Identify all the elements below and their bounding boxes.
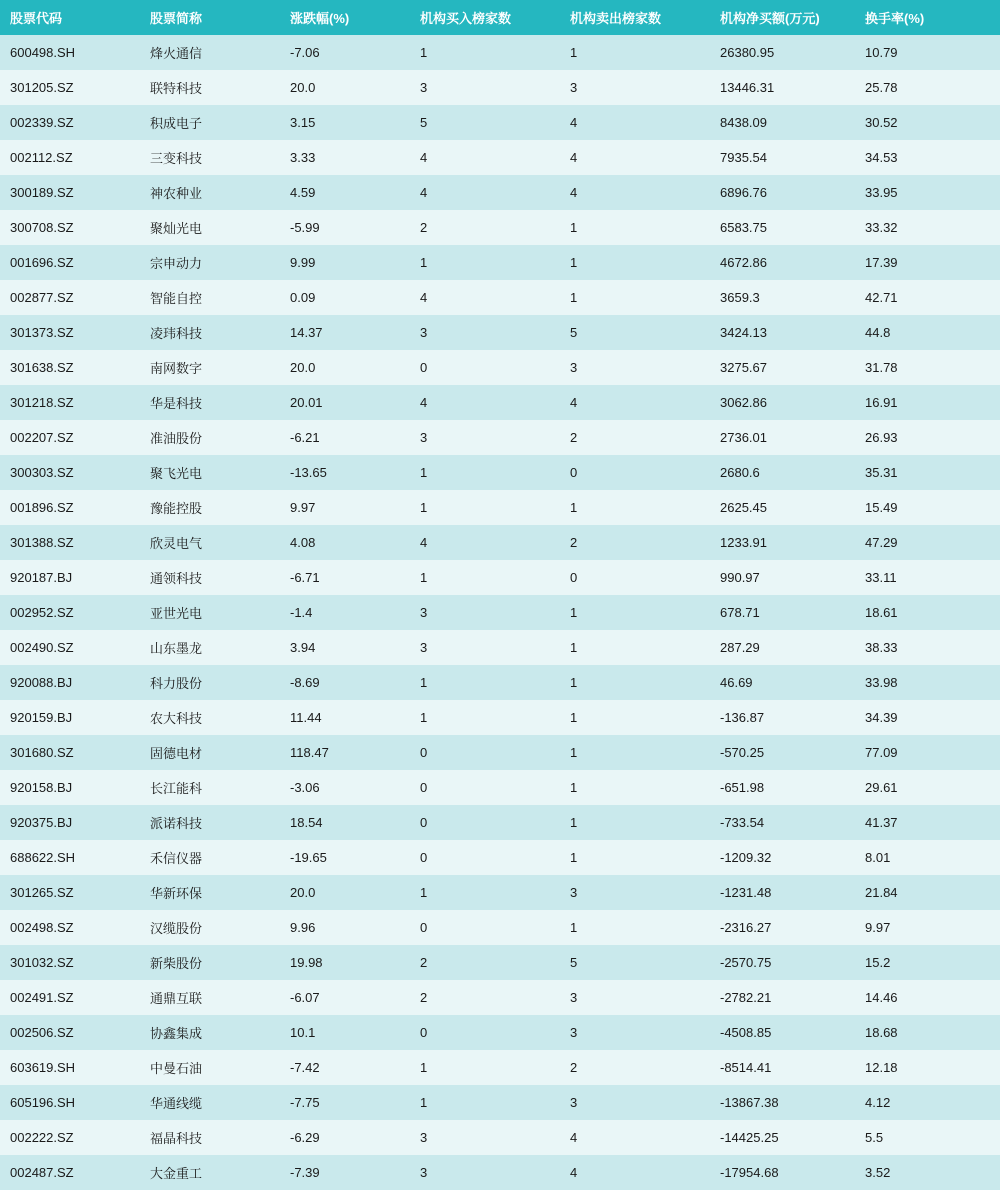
cell-institution-buy-count: 1 bbox=[410, 700, 560, 735]
cell-stock-code: 301205.SZ bbox=[0, 70, 140, 105]
table-row bbox=[0, 210, 1000, 245]
table-row bbox=[0, 315, 1000, 350]
cell-stock-code: 301388.SZ bbox=[0, 525, 140, 560]
cell-stock-code: 001896.SZ bbox=[0, 490, 140, 525]
cell-institution-buy-count: 4 bbox=[410, 175, 560, 210]
cell-institution-sell-count: 4 bbox=[560, 385, 710, 420]
cell-stock-name: 华通线缆 bbox=[140, 1085, 280, 1120]
cell-net-buy-amount: -17954.68 bbox=[710, 1155, 855, 1190]
table-row bbox=[0, 665, 1000, 700]
table-row bbox=[0, 350, 1000, 385]
cell-net-buy-amount: -651.98 bbox=[710, 770, 855, 805]
cell-institution-sell-count: 0 bbox=[560, 560, 710, 595]
cell-institution-sell-count: 1 bbox=[560, 490, 710, 525]
cell-change-pct: -6.29 bbox=[280, 1120, 410, 1155]
cell-stock-code: 002487.SZ bbox=[0, 1155, 140, 1190]
table-row bbox=[0, 140, 1000, 175]
cell-institution-buy-count: 4 bbox=[410, 280, 560, 315]
cell-stock-name: 准油股份 bbox=[140, 420, 280, 455]
cell-stock-name: 烽火通信 bbox=[140, 35, 280, 70]
cell-institution-sell-count: 3 bbox=[560, 1085, 710, 1120]
column-header-stock-code: 股票代码 bbox=[0, 0, 140, 35]
cell-change-pct: 20.0 bbox=[280, 875, 410, 910]
cell-net-buy-amount: -136.87 bbox=[710, 700, 855, 735]
cell-institution-buy-count: 3 bbox=[410, 630, 560, 665]
table-row bbox=[0, 175, 1000, 210]
cell-stock-name: 派诺科技 bbox=[140, 805, 280, 840]
cell-stock-code: 920158.BJ bbox=[0, 770, 140, 805]
cell-net-buy-amount: 6896.76 bbox=[710, 175, 855, 210]
cell-stock-code: 002498.SZ bbox=[0, 910, 140, 945]
cell-stock-code: 603619.SH bbox=[0, 1050, 140, 1085]
cell-change-pct: -7.39 bbox=[280, 1155, 410, 1190]
cell-institution-buy-count: 5 bbox=[410, 105, 560, 140]
cell-stock-code: 301638.SZ bbox=[0, 350, 140, 385]
table-row bbox=[0, 595, 1000, 630]
cell-institution-sell-count: 3 bbox=[560, 1015, 710, 1050]
table-body bbox=[0, 35, 1000, 1190]
cell-turnover-rate: 17.39 bbox=[855, 245, 1000, 280]
cell-stock-name: 科力股份 bbox=[140, 665, 280, 700]
cell-institution-sell-count: 4 bbox=[560, 105, 710, 140]
cell-net-buy-amount: -14425.25 bbox=[710, 1120, 855, 1155]
cell-institution-sell-count: 4 bbox=[560, 1155, 710, 1190]
cell-change-pct: -19.65 bbox=[280, 840, 410, 875]
cell-stock-code: 300189.SZ bbox=[0, 175, 140, 210]
table-row bbox=[0, 35, 1000, 70]
cell-stock-code: 920375.BJ bbox=[0, 805, 140, 840]
cell-institution-buy-count: 0 bbox=[410, 735, 560, 770]
cell-net-buy-amount: 2736.01 bbox=[710, 420, 855, 455]
cell-turnover-rate: 15.2 bbox=[855, 945, 1000, 980]
cell-turnover-rate: 18.68 bbox=[855, 1015, 1000, 1050]
cell-turnover-rate: 15.49 bbox=[855, 490, 1000, 525]
cell-net-buy-amount: -570.25 bbox=[710, 735, 855, 770]
cell-institution-buy-count: 3 bbox=[410, 70, 560, 105]
column-header-institution-buy-count: 机构买入榜家数 bbox=[410, 0, 560, 35]
cell-stock-name: 联特科技 bbox=[140, 70, 280, 105]
cell-institution-sell-count: 2 bbox=[560, 420, 710, 455]
cell-stock-code: 002952.SZ bbox=[0, 595, 140, 630]
table-row bbox=[0, 455, 1000, 490]
cell-stock-code: 301265.SZ bbox=[0, 875, 140, 910]
cell-institution-buy-count: 2 bbox=[410, 210, 560, 245]
cell-turnover-rate: 77.09 bbox=[855, 735, 1000, 770]
cell-turnover-rate: 33.95 bbox=[855, 175, 1000, 210]
cell-stock-code: 300303.SZ bbox=[0, 455, 140, 490]
cell-institution-sell-count: 4 bbox=[560, 175, 710, 210]
cell-stock-name: 山东墨龙 bbox=[140, 630, 280, 665]
cell-net-buy-amount: 4672.86 bbox=[710, 245, 855, 280]
cell-change-pct: 3.94 bbox=[280, 630, 410, 665]
cell-stock-name: 积成电子 bbox=[140, 105, 280, 140]
cell-net-buy-amount: 8438.09 bbox=[710, 105, 855, 140]
cell-institution-sell-count: 3 bbox=[560, 875, 710, 910]
cell-turnover-rate: 33.32 bbox=[855, 210, 1000, 245]
cell-net-buy-amount: 3659.3 bbox=[710, 280, 855, 315]
cell-stock-name: 长江能科 bbox=[140, 770, 280, 805]
cell-net-buy-amount: 46.69 bbox=[710, 665, 855, 700]
cell-institution-sell-count: 1 bbox=[560, 805, 710, 840]
table-row bbox=[0, 280, 1000, 315]
cell-turnover-rate: 38.33 bbox=[855, 630, 1000, 665]
cell-institution-buy-count: 3 bbox=[410, 595, 560, 630]
cell-turnover-rate: 31.78 bbox=[855, 350, 1000, 385]
table-header-row bbox=[0, 0, 1000, 35]
cell-stock-name: 聚飞光电 bbox=[140, 455, 280, 490]
cell-stock-name: 欣灵电气 bbox=[140, 525, 280, 560]
table-row bbox=[0, 385, 1000, 420]
cell-turnover-rate: 10.79 bbox=[855, 35, 1000, 70]
cell-change-pct: 11.44 bbox=[280, 700, 410, 735]
column-header-change-pct: 涨跌幅(%) bbox=[280, 0, 410, 35]
cell-stock-code: 002490.SZ bbox=[0, 630, 140, 665]
cell-turnover-rate: 30.52 bbox=[855, 105, 1000, 140]
table-row bbox=[0, 875, 1000, 910]
cell-institution-sell-count: 1 bbox=[560, 840, 710, 875]
cell-net-buy-amount: -1231.48 bbox=[710, 875, 855, 910]
table-header bbox=[0, 0, 1000, 35]
cell-net-buy-amount: -1209.32 bbox=[710, 840, 855, 875]
cell-net-buy-amount: 678.71 bbox=[710, 595, 855, 630]
table-row bbox=[0, 420, 1000, 455]
table-row bbox=[0, 630, 1000, 665]
cell-institution-sell-count: 1 bbox=[560, 35, 710, 70]
cell-change-pct: 10.1 bbox=[280, 1015, 410, 1050]
table-row bbox=[0, 945, 1000, 980]
cell-institution-sell-count: 2 bbox=[560, 525, 710, 560]
cell-stock-name: 大金重工 bbox=[140, 1155, 280, 1190]
cell-institution-buy-count: 1 bbox=[410, 1085, 560, 1120]
cell-turnover-rate: 44.8 bbox=[855, 315, 1000, 350]
cell-stock-name: 华新环保 bbox=[140, 875, 280, 910]
cell-institution-buy-count: 1 bbox=[410, 1050, 560, 1085]
cell-turnover-rate: 8.01 bbox=[855, 840, 1000, 875]
cell-net-buy-amount: 1233.91 bbox=[710, 525, 855, 560]
cell-institution-sell-count: 1 bbox=[560, 280, 710, 315]
cell-institution-sell-count: 4 bbox=[560, 1120, 710, 1155]
cell-net-buy-amount: 287.29 bbox=[710, 630, 855, 665]
cell-institution-sell-count: 1 bbox=[560, 910, 710, 945]
cell-net-buy-amount: -2570.75 bbox=[710, 945, 855, 980]
cell-stock-name: 豫能控股 bbox=[140, 490, 280, 525]
table-row bbox=[0, 1015, 1000, 1050]
cell-stock-name: 南网数字 bbox=[140, 350, 280, 385]
cell-stock-name: 农大科技 bbox=[140, 700, 280, 735]
cell-stock-code: 300708.SZ bbox=[0, 210, 140, 245]
cell-change-pct: -5.99 bbox=[280, 210, 410, 245]
cell-stock-code: 301680.SZ bbox=[0, 735, 140, 770]
cell-institution-buy-count: 0 bbox=[410, 840, 560, 875]
cell-stock-name: 协鑫集成 bbox=[140, 1015, 280, 1050]
cell-institution-buy-count: 2 bbox=[410, 980, 560, 1015]
cell-change-pct: 9.99 bbox=[280, 245, 410, 280]
cell-institution-sell-count: 1 bbox=[560, 245, 710, 280]
table-row bbox=[0, 700, 1000, 735]
table-row bbox=[0, 770, 1000, 805]
cell-stock-name: 华是科技 bbox=[140, 385, 280, 420]
table-row bbox=[0, 840, 1000, 875]
cell-institution-buy-count: 1 bbox=[410, 875, 560, 910]
cell-turnover-rate: 34.39 bbox=[855, 700, 1000, 735]
cell-institution-sell-count: 5 bbox=[560, 945, 710, 980]
table-row bbox=[0, 1155, 1000, 1190]
cell-institution-sell-count: 3 bbox=[560, 980, 710, 1015]
cell-institution-buy-count: 3 bbox=[410, 1120, 560, 1155]
column-header-turnover-rate: 换手率(%) bbox=[855, 0, 1000, 35]
cell-institution-buy-count: 0 bbox=[410, 350, 560, 385]
cell-turnover-rate: 42.71 bbox=[855, 280, 1000, 315]
cell-net-buy-amount: -13867.38 bbox=[710, 1085, 855, 1120]
cell-change-pct: -3.06 bbox=[280, 770, 410, 805]
table-row bbox=[0, 1120, 1000, 1155]
cell-stock-code: 920159.BJ bbox=[0, 700, 140, 735]
cell-institution-sell-count: 1 bbox=[560, 665, 710, 700]
cell-stock-name: 新柴股份 bbox=[140, 945, 280, 980]
cell-stock-name: 三变科技 bbox=[140, 140, 280, 175]
cell-stock-code: 301032.SZ bbox=[0, 945, 140, 980]
cell-stock-name: 通鼎互联 bbox=[140, 980, 280, 1015]
cell-turnover-rate: 16.91 bbox=[855, 385, 1000, 420]
cell-turnover-rate: 4.12 bbox=[855, 1085, 1000, 1120]
cell-net-buy-amount: 3275.67 bbox=[710, 350, 855, 385]
cell-stock-code: 002877.SZ bbox=[0, 280, 140, 315]
table-row bbox=[0, 70, 1000, 105]
cell-change-pct: 9.97 bbox=[280, 490, 410, 525]
cell-change-pct: -6.71 bbox=[280, 560, 410, 595]
cell-stock-code: 301373.SZ bbox=[0, 315, 140, 350]
cell-institution-sell-count: 1 bbox=[560, 595, 710, 630]
cell-stock-name: 固德电材 bbox=[140, 735, 280, 770]
cell-change-pct: -7.06 bbox=[280, 35, 410, 70]
cell-net-buy-amount: -733.54 bbox=[710, 805, 855, 840]
table-row bbox=[0, 1050, 1000, 1085]
cell-net-buy-amount: 6583.75 bbox=[710, 210, 855, 245]
cell-institution-sell-count: 0 bbox=[560, 455, 710, 490]
cell-change-pct: -7.75 bbox=[280, 1085, 410, 1120]
cell-stock-code: 002339.SZ bbox=[0, 105, 140, 140]
cell-turnover-rate: 35.31 bbox=[855, 455, 1000, 490]
cell-turnover-rate: 3.52 bbox=[855, 1155, 1000, 1190]
cell-change-pct: -7.42 bbox=[280, 1050, 410, 1085]
cell-stock-name: 宗申动力 bbox=[140, 245, 280, 280]
cell-stock-code: 002207.SZ bbox=[0, 420, 140, 455]
cell-institution-buy-count: 0 bbox=[410, 805, 560, 840]
cell-stock-code: 002506.SZ bbox=[0, 1015, 140, 1050]
cell-turnover-rate: 47.29 bbox=[855, 525, 1000, 560]
cell-institution-buy-count: 0 bbox=[410, 910, 560, 945]
table-row bbox=[0, 910, 1000, 945]
cell-change-pct: 4.59 bbox=[280, 175, 410, 210]
cell-turnover-rate: 21.84 bbox=[855, 875, 1000, 910]
cell-stock-code: 688622.SH bbox=[0, 840, 140, 875]
cell-turnover-rate: 25.78 bbox=[855, 70, 1000, 105]
cell-institution-buy-count: 3 bbox=[410, 420, 560, 455]
cell-stock-code: 920088.BJ bbox=[0, 665, 140, 700]
cell-net-buy-amount: 7935.54 bbox=[710, 140, 855, 175]
cell-institution-sell-count: 2 bbox=[560, 1050, 710, 1085]
cell-stock-name: 凌玮科技 bbox=[140, 315, 280, 350]
cell-turnover-rate: 33.98 bbox=[855, 665, 1000, 700]
cell-change-pct: 20.0 bbox=[280, 70, 410, 105]
cell-net-buy-amount: 3062.86 bbox=[710, 385, 855, 420]
table-row bbox=[0, 525, 1000, 560]
column-header-stock-name: 股票简称 bbox=[140, 0, 280, 35]
cell-turnover-rate: 14.46 bbox=[855, 980, 1000, 1015]
cell-turnover-rate: 26.93 bbox=[855, 420, 1000, 455]
cell-institution-buy-count: 1 bbox=[410, 35, 560, 70]
cell-stock-code: 301218.SZ bbox=[0, 385, 140, 420]
cell-change-pct: -6.21 bbox=[280, 420, 410, 455]
table-row bbox=[0, 105, 1000, 140]
cell-change-pct: -13.65 bbox=[280, 455, 410, 490]
cell-net-buy-amount: 26380.95 bbox=[710, 35, 855, 70]
cell-stock-name: 禾信仪器 bbox=[140, 840, 280, 875]
table-row bbox=[0, 490, 1000, 525]
cell-stock-name: 通领科技 bbox=[140, 560, 280, 595]
cell-institution-buy-count: 0 bbox=[410, 770, 560, 805]
cell-stock-name: 亚世光电 bbox=[140, 595, 280, 630]
cell-turnover-rate: 5.5 bbox=[855, 1120, 1000, 1155]
table-row bbox=[0, 1085, 1000, 1120]
column-header-net-buy-amount: 机构净买额(万元) bbox=[710, 0, 855, 35]
cell-stock-name: 智能自控 bbox=[140, 280, 280, 315]
cell-institution-buy-count: 3 bbox=[410, 315, 560, 350]
cell-institution-sell-count: 3 bbox=[560, 70, 710, 105]
cell-turnover-rate: 9.97 bbox=[855, 910, 1000, 945]
cell-institution-buy-count: 1 bbox=[410, 665, 560, 700]
cell-change-pct: 0.09 bbox=[280, 280, 410, 315]
cell-stock-name: 神农种业 bbox=[140, 175, 280, 210]
cell-net-buy-amount: 3424.13 bbox=[710, 315, 855, 350]
cell-institution-sell-count: 1 bbox=[560, 210, 710, 245]
cell-change-pct: 3.33 bbox=[280, 140, 410, 175]
cell-institution-sell-count: 1 bbox=[560, 700, 710, 735]
cell-turnover-rate: 34.53 bbox=[855, 140, 1000, 175]
cell-stock-code: 600498.SH bbox=[0, 35, 140, 70]
cell-stock-code: 920187.BJ bbox=[0, 560, 140, 595]
cell-institution-sell-count: 3 bbox=[560, 350, 710, 385]
column-header-institution-sell-count: 机构卖出榜家数 bbox=[560, 0, 710, 35]
cell-change-pct: 9.96 bbox=[280, 910, 410, 945]
cell-change-pct: -6.07 bbox=[280, 980, 410, 1015]
cell-change-pct: 18.54 bbox=[280, 805, 410, 840]
cell-net-buy-amount: 13446.31 bbox=[710, 70, 855, 105]
cell-change-pct: 20.01 bbox=[280, 385, 410, 420]
cell-net-buy-amount: -8514.41 bbox=[710, 1050, 855, 1085]
cell-change-pct: 4.08 bbox=[280, 525, 410, 560]
cell-change-pct: 14.37 bbox=[280, 315, 410, 350]
table-row bbox=[0, 560, 1000, 595]
cell-institution-sell-count: 1 bbox=[560, 735, 710, 770]
cell-institution-buy-count: 2 bbox=[410, 945, 560, 980]
table-row bbox=[0, 735, 1000, 770]
cell-institution-buy-count: 3 bbox=[410, 1155, 560, 1190]
cell-net-buy-amount: -2782.21 bbox=[710, 980, 855, 1015]
cell-institution-buy-count: 0 bbox=[410, 1015, 560, 1050]
cell-institution-buy-count: 4 bbox=[410, 140, 560, 175]
cell-turnover-rate: 18.61 bbox=[855, 595, 1000, 630]
cell-institution-sell-count: 5 bbox=[560, 315, 710, 350]
cell-turnover-rate: 33.11 bbox=[855, 560, 1000, 595]
cell-turnover-rate: 12.18 bbox=[855, 1050, 1000, 1085]
cell-net-buy-amount: -4508.85 bbox=[710, 1015, 855, 1050]
cell-change-pct: -1.4 bbox=[280, 595, 410, 630]
cell-change-pct: -8.69 bbox=[280, 665, 410, 700]
cell-stock-code: 002491.SZ bbox=[0, 980, 140, 1015]
cell-institution-buy-count: 1 bbox=[410, 455, 560, 490]
table-row bbox=[0, 245, 1000, 280]
cell-institution-buy-count: 1 bbox=[410, 560, 560, 595]
cell-stock-name: 聚灿光电 bbox=[140, 210, 280, 245]
cell-change-pct: 19.98 bbox=[280, 945, 410, 980]
cell-net-buy-amount: 2680.6 bbox=[710, 455, 855, 490]
cell-stock-name: 福晶科技 bbox=[140, 1120, 280, 1155]
cell-change-pct: 20.0 bbox=[280, 350, 410, 385]
cell-institution-sell-count: 1 bbox=[560, 770, 710, 805]
cell-stock-name: 汉缆股份 bbox=[140, 910, 280, 945]
cell-net-buy-amount: -2316.27 bbox=[710, 910, 855, 945]
cell-net-buy-amount: 2625.45 bbox=[710, 490, 855, 525]
cell-institution-buy-count: 1 bbox=[410, 490, 560, 525]
cell-institution-buy-count: 4 bbox=[410, 385, 560, 420]
cell-stock-code: 002222.SZ bbox=[0, 1120, 140, 1155]
cell-net-buy-amount: 990.97 bbox=[710, 560, 855, 595]
cell-institution-buy-count: 1 bbox=[410, 245, 560, 280]
cell-stock-code: 001696.SZ bbox=[0, 245, 140, 280]
table-row bbox=[0, 805, 1000, 840]
cell-institution-sell-count: 4 bbox=[560, 140, 710, 175]
cell-institution-buy-count: 4 bbox=[410, 525, 560, 560]
cell-turnover-rate: 29.61 bbox=[855, 770, 1000, 805]
table-row bbox=[0, 980, 1000, 1015]
cell-change-pct: 3.15 bbox=[280, 105, 410, 140]
cell-stock-code: 002112.SZ bbox=[0, 140, 140, 175]
cell-stock-name: 中曼石油 bbox=[140, 1050, 280, 1085]
cell-stock-code: 605196.SH bbox=[0, 1085, 140, 1120]
cell-institution-sell-count: 1 bbox=[560, 630, 710, 665]
cell-turnover-rate: 41.37 bbox=[855, 805, 1000, 840]
cell-change-pct: 118.47 bbox=[280, 735, 410, 770]
